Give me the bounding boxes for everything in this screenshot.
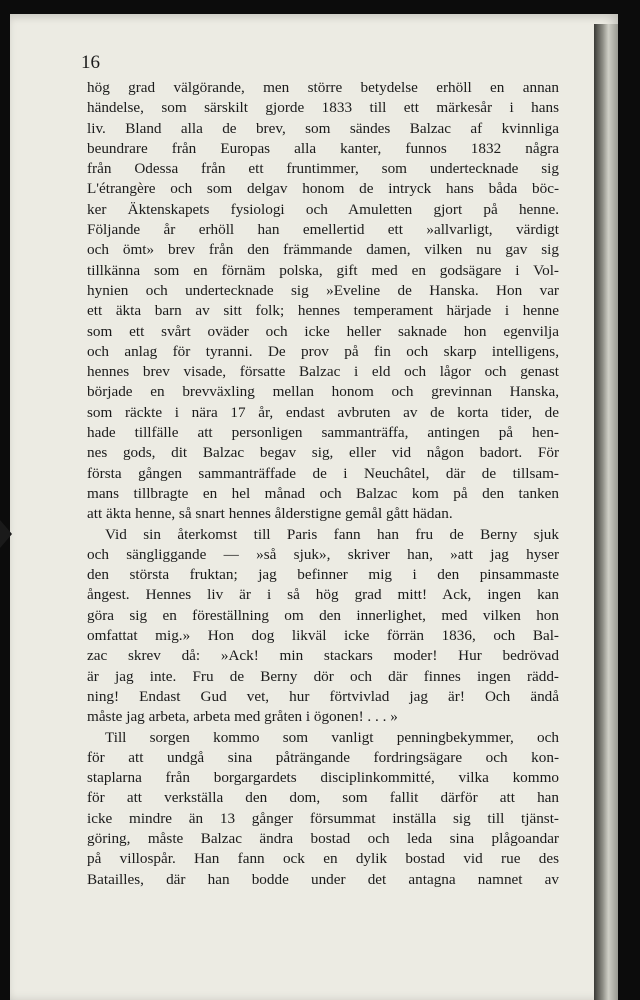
- text-line: göra sig en föreställning om den innerlighet, med vilken hon: [87, 606, 559, 624]
- binding-notch: [0, 520, 12, 548]
- text-line: ett äkta barn av sitt folk; hennes temperament härjade i henne: [87, 302, 559, 320]
- text-line: liv. Bland alla de brev, som sändes Balzac af kvinnliga: [87, 119, 559, 137]
- text-line: från Odessa från ett fruntimmer, som undertecknade sig: [87, 160, 559, 178]
- body-text: [87, 78, 559, 890]
- text-line: zac skrev då: »Ack! min stackars moder! Hur bedrövad: [87, 647, 559, 665]
- text-line: göring, måste Balzac ändra bostad och leda sina plågoandar: [87, 829, 559, 847]
- text-line: mans tillbragte en hel månad och Balzac kom på den tanken: [87, 484, 559, 502]
- text-line: är jag inte. Fru de Berny dör och där finnes ingen rädd-: [87, 667, 559, 685]
- text-line: och anlag för tyranni. De prov på fin och skarp intelligens,: [87, 342, 559, 360]
- text-line: L'étrangère och som delgav honom de intryck hans båda böc-: [87, 180, 559, 198]
- text-line: för att undgå sina påträngande fordringsägare och kon-: [87, 748, 559, 766]
- page-edge-shadow: [594, 24, 618, 1000]
- text-line: började en brevväxling mellan honom och grevinnan Hanska,: [87, 383, 559, 401]
- text-line: för att verkställa den dom, som fallit därför att han: [87, 789, 559, 807]
- text-line: omfattat mig.» Hon dog likväl icke förrän 1836, och Bal-: [87, 627, 559, 645]
- text-line: tillkänna som en förnäm polska, gift med en godsägare i Vol-: [87, 261, 559, 279]
- paragraph-end-line: måste jag arbeta, arbeta med gråten i ögonen! . . . »: [87, 708, 398, 726]
- text-line: hög grad välgörande, men större betydelse erhöll en annan: [87, 79, 559, 96]
- paragraph-start-line: Till sorgen kommo som vanligt penningbekymmer, och: [105, 728, 559, 746]
- text-line: staplarna från borgargardets disciplinkommitté, vilka kommo: [87, 769, 559, 787]
- text-line: Batailles, där han bodde under det antagna namnet av: [87, 870, 559, 888]
- text-line: ångest. Hennes liv är i så hög grad mitt! Ack, ingen kan: [87, 586, 559, 604]
- text-line: Följande år erhöll han emellertid ett »allvarligt, värdigt: [87, 221, 559, 239]
- text-line: hennes brev visade, försatte Balzac i eld och lågor och genast: [87, 363, 559, 381]
- text-line: som ett svårt oväder och icke heller saknade hon egenvilja: [87, 322, 559, 340]
- paragraph-start-line: Vid sin återkomst till Paris fann han fru de Berny sjuk: [105, 525, 559, 543]
- text-line: som räckte i nära 17 år, endast avbruten av de korta tider, de: [87, 403, 559, 421]
- text-line: icke mindre än 13 gånger försummat inställa sig till tjänst-: [87, 809, 559, 827]
- text-line: ker Äktenskapets fysiologi och Amuletten gjort på henne.: [87, 200, 559, 218]
- text-line: händelse, som särskilt gjorde 1833 till ett märkesår i hans: [87, 99, 559, 117]
- text-line: och sängliggande — »så sjuk», skriver han, »att jag hyser: [87, 545, 559, 563]
- text-line: den största fruktan; jag befinner mig i den pinsammaste: [87, 566, 559, 584]
- paragraph-end-line: att äkta henne, så snart hennes ålderstigne gemål gått hädan.: [87, 505, 453, 523]
- text-line: på villospår. Han fann ock en dylik bostad vid rue des: [87, 850, 559, 868]
- text-line: beundrare från Europas alla kanter, funnos 1832 några: [87, 139, 559, 157]
- page-number: 16: [81, 52, 100, 73]
- text-line: och ömt» brev från den främmande damen, vilken nu gav sig: [87, 241, 559, 259]
- text-line: hade tillfälle att personligen sammanträffa, antingen på hen-: [87, 424, 559, 442]
- text-line: ning! Endast Gud vet, hur förtvivlad jag är! Och ändå: [87, 687, 559, 705]
- text-line: första gången sammanträffade de i Neuchâtel, där de tillsam-: [87, 464, 559, 482]
- text-line: nes gods, dit Balzac begav sig, eller vid någon badort. För: [87, 444, 559, 462]
- text-line: hynien och undertecknade sig »Eveline de Hanska. Hon var: [87, 281, 559, 299]
